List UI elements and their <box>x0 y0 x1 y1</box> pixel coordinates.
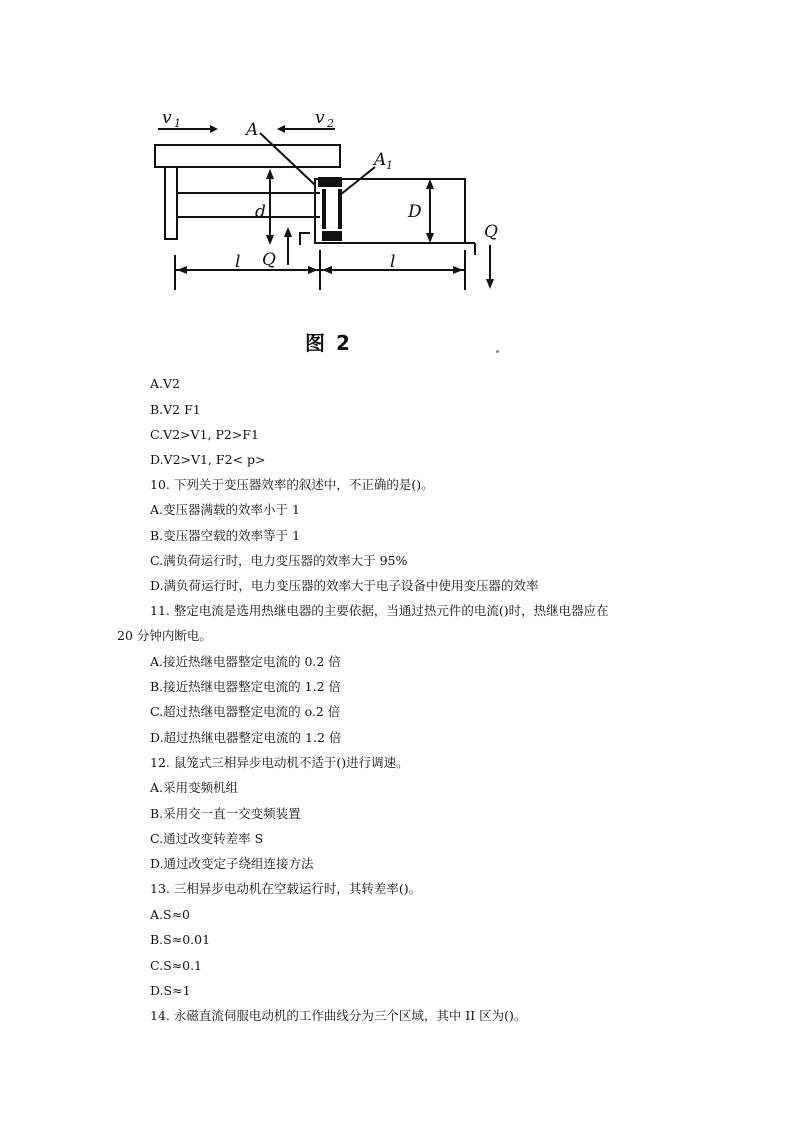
label-Q-right: Q <box>484 222 498 242</box>
figure-caption: 图 2 <box>305 331 352 355</box>
question-line: 13. 三相异步电动机在空载运行时，其转差率()。 <box>150 881 422 896</box>
left-post <box>165 167 177 239</box>
label-D: D <box>408 202 422 222</box>
label-A1: A <box>374 150 387 170</box>
option-line: C.V2>V1, P2>F1 <box>150 427 259 442</box>
label-l-left: l <box>235 252 241 272</box>
option-line: D.通过改变定子绕组连接方法 <box>150 856 314 871</box>
option-line: B.S≈0.01 <box>150 932 211 947</box>
label-v2: v <box>315 108 325 128</box>
option-line: B.接近热继电器整定电流的 1.2 倍 <box>150 679 341 694</box>
question-line: 14. 永磁直流伺服电动机的工作曲线分为三个区域，其中 II 区为()。 <box>150 1008 527 1023</box>
question-line: 10. 下列关于变压器效率的叙述中，不正确的是()。 <box>150 477 434 492</box>
figure-2-diagram <box>150 105 510 355</box>
cylinder-diagram-svg <box>150 105 510 315</box>
option-line: A.采用变频机组 <box>150 780 239 795</box>
option-line: D.满负荷运行时，电力变压器的效率大于电子设备中使用变压器的效率 <box>150 578 539 593</box>
option-line: D.超过热继电器整定电流的 1.2 倍 <box>150 730 342 745</box>
option-line: C.通过改变转差率 S <box>150 831 264 846</box>
question-line: 11. 整定电流是选用热继电器的主要依据，当通过热元件的电流()时，热继电器应在 <box>150 603 609 618</box>
label-A1-sub: 1 <box>386 159 393 172</box>
option-line: C.满负荷运行时，电力变压器的效率大于 95% <box>150 553 408 568</box>
option-line: B.采用交一直一交变频装置 <box>150 806 301 821</box>
option-line: A.变压器满载的效率小于 1 <box>150 502 300 517</box>
label-v2-sub: 2 <box>327 117 334 130</box>
option-line: C.S≈0.1 <box>150 958 203 973</box>
option-line: A.V2 <box>150 376 180 391</box>
option-line: D.S≈1 <box>150 983 191 998</box>
option-line: C.超过热继电器整定电流的 o.2 倍 <box>150 704 341 719</box>
top-plate <box>155 145 340 167</box>
label-l-right: l <box>390 252 396 272</box>
option-line: B.变压器空载的效率等于 1 <box>150 528 301 543</box>
question-line-continued: 20 分钟内断电。 <box>117 628 212 643</box>
scan-speck <box>496 350 499 353</box>
option-line: B.V2 F1 <box>150 402 201 417</box>
option-line: D.V2>V1, F2< p> <box>150 452 266 467</box>
label-Q-left: Q <box>262 250 276 270</box>
question-line: 12. 鼠笼式三相异步电动机不适于()进行调速。 <box>150 755 409 770</box>
option-line: A.接近热继电器整定电流的 0.2 倍 <box>150 654 341 669</box>
label-v1: v <box>162 108 172 128</box>
label-v1-sub: 1 <box>174 117 181 130</box>
option-line: A.S≈0 <box>150 907 190 922</box>
label-A: A <box>246 120 259 140</box>
label-d: d <box>255 202 266 222</box>
